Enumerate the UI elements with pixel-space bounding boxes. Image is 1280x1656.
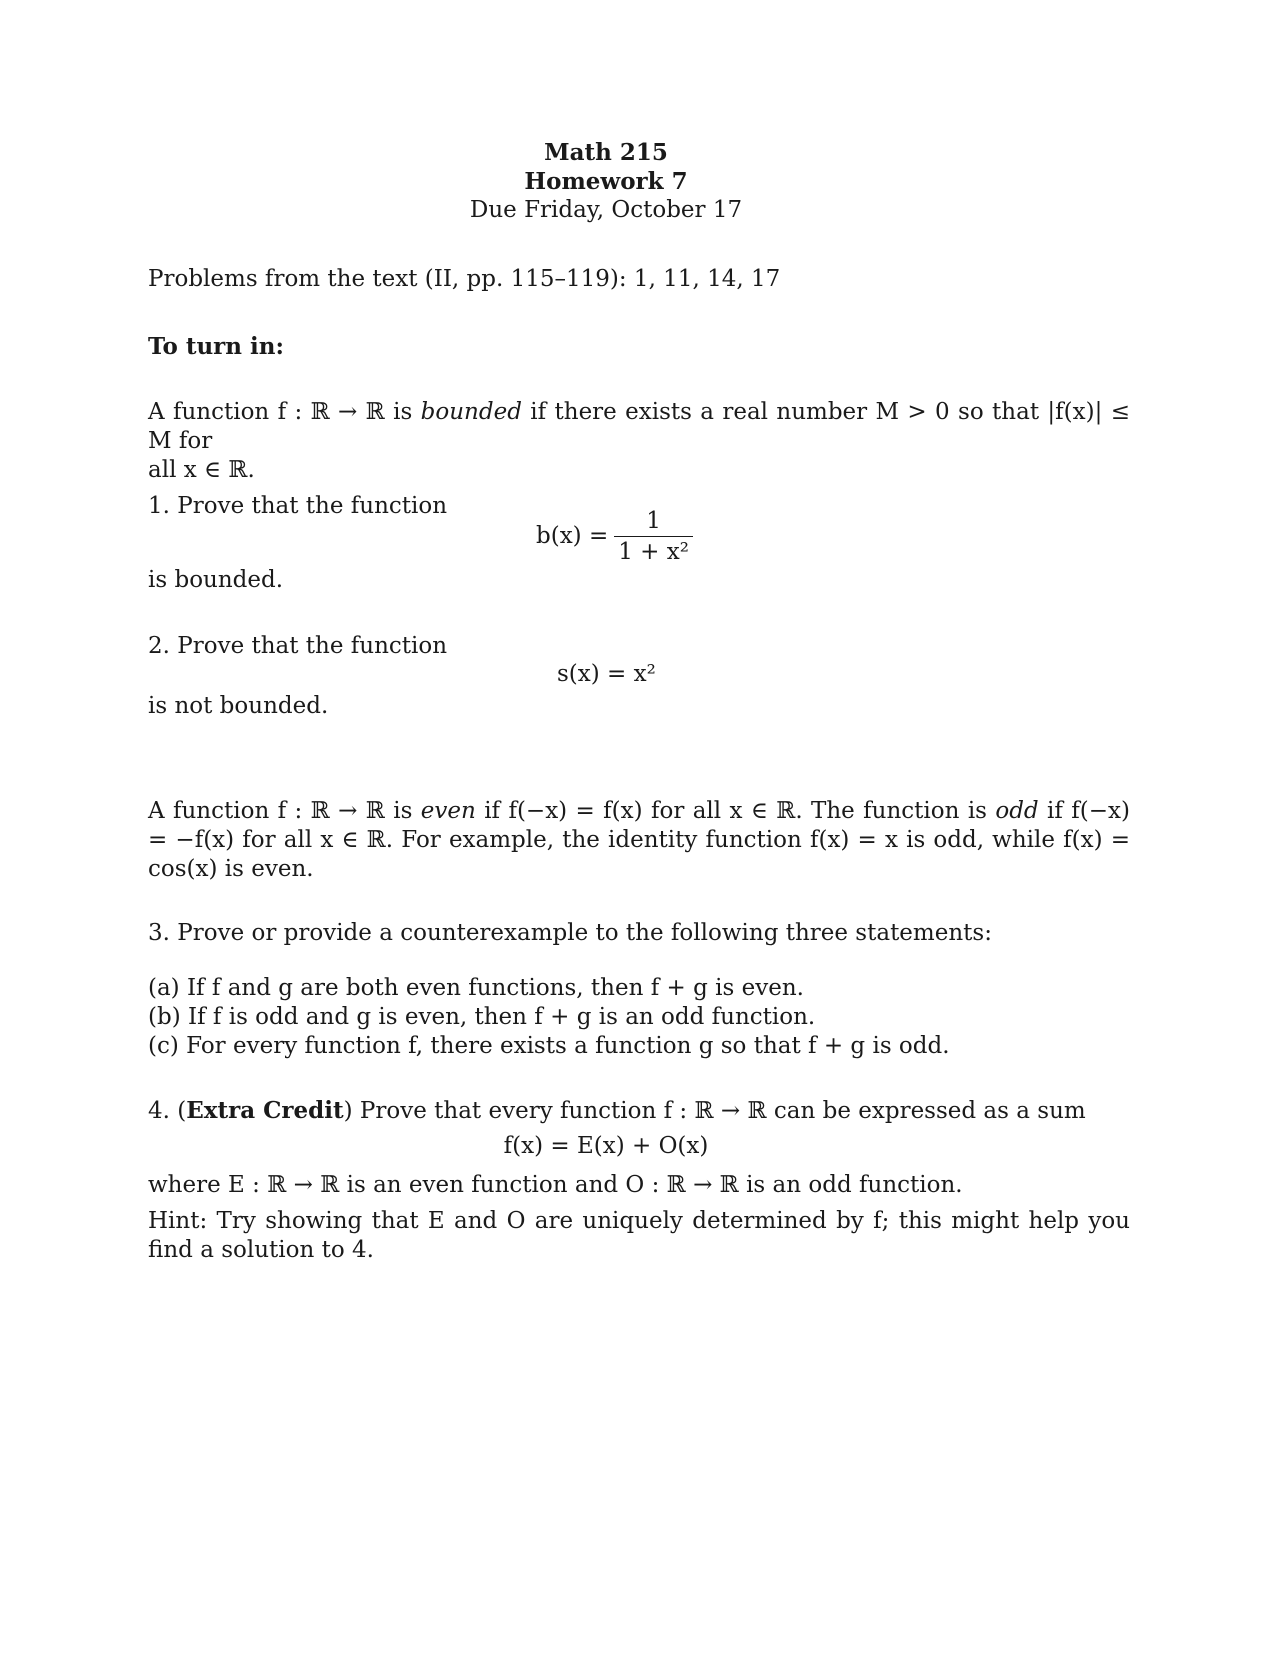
fraction-numerator: 1: [614, 508, 693, 537]
bounded-term: bounded: [420, 399, 522, 425]
problem-3-part-b: (b) If f is odd and g is even, then f + g is an odd function.: [148, 1004, 816, 1030]
bounded-definition: [148, 398, 1130, 485]
problem-3-part-a: (a) If f and g are both even functions, then f + g is even.: [148, 975, 804, 1001]
problem-1-intro: 1. Prove that the function: [148, 493, 448, 519]
problem-1-outro: is bounded.: [148, 567, 284, 593]
problem-4-where: where E : ℝ → ℝ is an even function and O : ℝ → ℝ is an odd function.: [148, 1172, 963, 1198]
problem-2-equation: s(x) = x²: [557, 661, 656, 687]
problem-3-part-c: (c) For every function f, there exists a function g so that f + g is odd.: [148, 1033, 950, 1059]
text-problems: Problems from the text (II, pp. 115–119): 1, 11, 14, 17: [148, 266, 781, 292]
due-date: Due Friday, October 17: [469, 197, 743, 223]
problem-4-intro: 4. (Extra Credit) Prove that every function f : ℝ → ℝ can be expressed as a sum: [148, 1097, 1086, 1124]
even-odd-definition: A function f : ℝ → ℝ is even if f(−x) = f(x) for all x ∈ ℝ. The function is odd if f(−x) = −f(x) for all x ∈ ℝ. For example, the identity function f(x) = x is odd, while f(x) = cos(x) is even.: [148, 798, 1130, 882]
problem-2-intro: 2. Prove that the function: [148, 633, 448, 659]
problem-4-hint: Hint: Try showing that E and O are uniquely determined by f; this might help you find a solution to 4.: [148, 1208, 1130, 1263]
problem-2-outro: is not bounded.: [148, 693, 329, 719]
problem-3-parts: [148, 974, 1130, 1061]
course-title: Math 215: [544, 139, 668, 166]
extra-credit-label: Extra Credit: [186, 1097, 344, 1124]
fraction-denominator: 1 + x²: [618, 539, 689, 565]
bounded-definition-line-1: A function f : ℝ → ℝ is bounded if there exists a real number M > 0 so that |f(x)| ≤ M for: [148, 399, 1130, 454]
problem-3-intro: 3. Prove or provide a counterexample to the following three statements:: [148, 920, 992, 946]
problem-4-equation: f(x) = E(x) + O(x): [503, 1133, 709, 1159]
assignment-title: Homework 7: [524, 168, 688, 195]
turn-in-heading: To turn in:: [148, 333, 284, 360]
fraction: [614, 508, 693, 565]
problem-1-equation: [536, 508, 693, 565]
even-term: even: [420, 798, 476, 824]
problem-1-lhs: b(x) =: [536, 523, 609, 549]
bounded-definition-line-2: all x ∈ ℝ.: [148, 457, 255, 483]
odd-term: odd: [995, 798, 1039, 824]
